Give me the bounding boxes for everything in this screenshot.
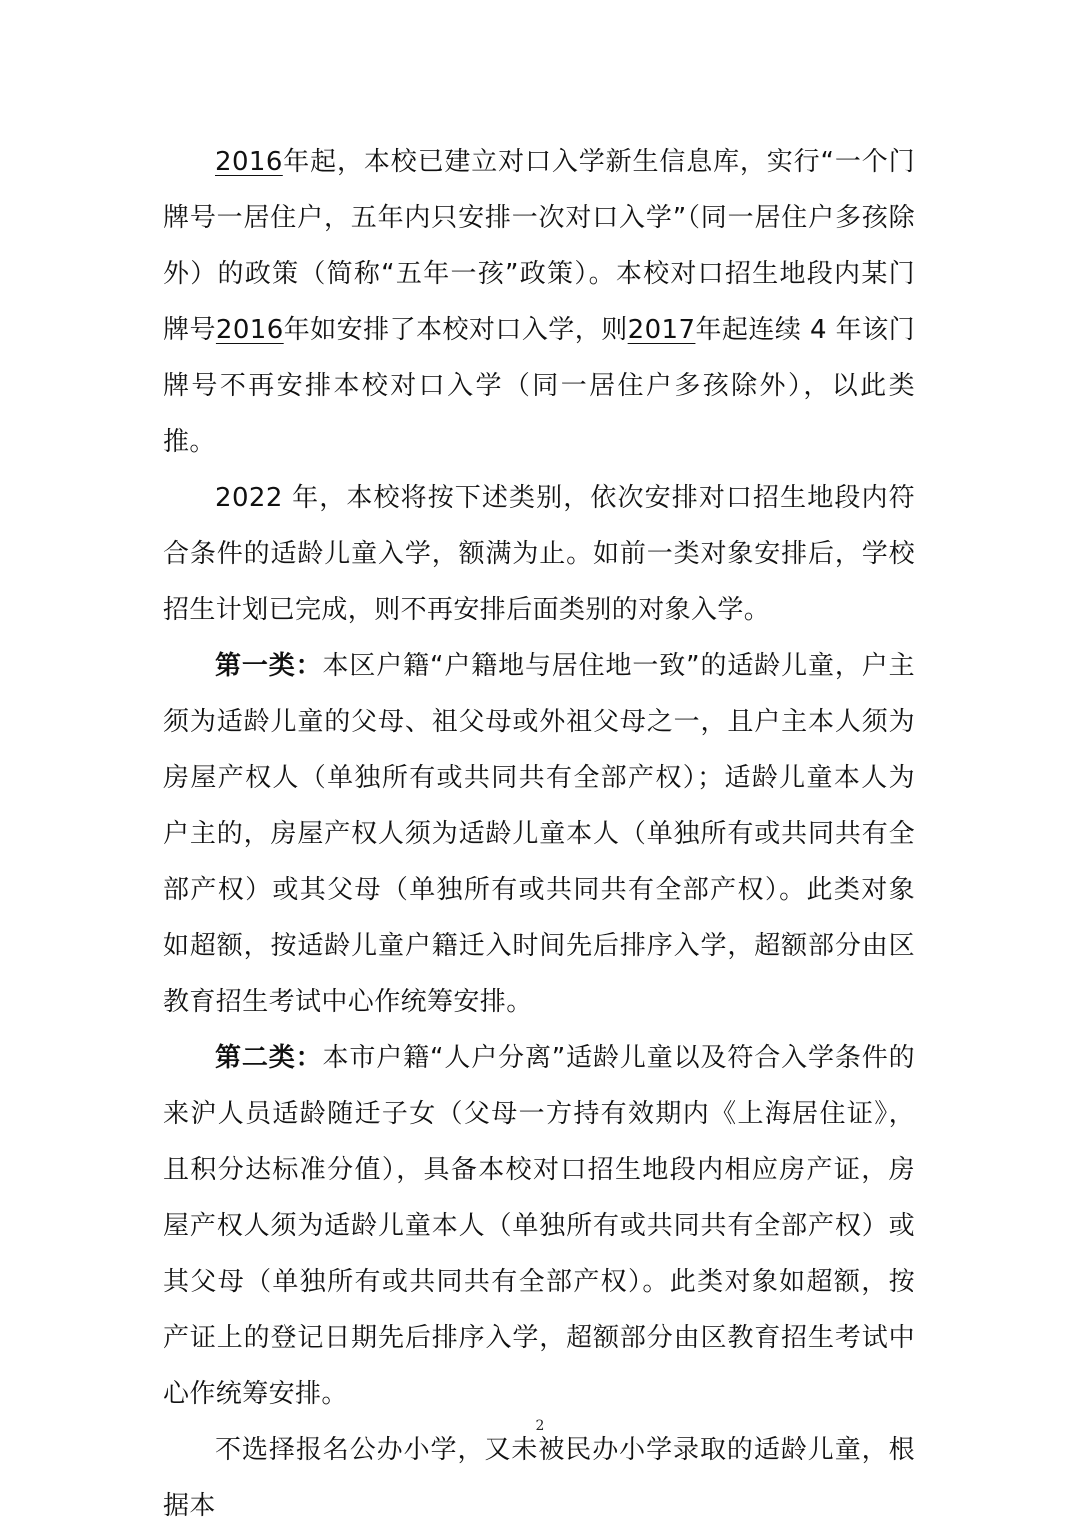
underlined-year: 2017 xyxy=(627,315,696,345)
paragraph-text: 年如安排了本校对口入学，则 xyxy=(283,315,628,345)
document-body xyxy=(163,134,915,1534)
paragraph-text: 年起连续 4 年该门牌号不再安排本校对口入学（同一居住户多孩除外），以此类推。 xyxy=(163,315,915,457)
paragraph-category-one xyxy=(163,638,915,1030)
paragraph-text: 本市户籍“人户分离”适龄儿童以及符合入学条件的来沪人员适龄随迁子女（父母一方持有效期内《上海居住证》，且积分达标准分值），具备本校对口招生地段内相应房产证，房屋产权人须为适龄儿童本人（单独所有或共同共有全部产权）或其父母（单独所有或共同共有全部产权）。此类对象如超额，按产证上的登记日期先后排序入学，超额部分由区教育招生考试中心作统筹安排。 xyxy=(163,1043,916,1409)
paragraph-other xyxy=(163,1422,915,1534)
paragraph-text: 2022 年，本校将按下述类别，依次安排对口招生地段内符合条件的适龄儿童入学，额满为止。如前一类对象安排后，学校招生计划已完成，则不再安排后面类别的对象入学。 xyxy=(163,483,915,625)
underlined-year: 2016 xyxy=(215,147,283,177)
paragraph-text: 年起，本校已建立对口入学新生信息库，实行“一个门牌号一居住户，五年内只安排一次对口入学”（同一居住户多孩除外）的政策（简称“五年一孩”政策）。本校对口招生地段内某门牌号 xyxy=(163,147,915,345)
paragraph-policy xyxy=(163,134,915,470)
paragraph-enrollment-order xyxy=(163,470,915,638)
paragraph-text: 不选择报名公办小学，又未被民办小学录取的适龄儿童，根据本 xyxy=(163,1435,915,1521)
category-label: 第一类： xyxy=(215,651,323,681)
category-label: 第二类： xyxy=(215,1043,323,1073)
underlined-year: 2016 xyxy=(215,315,284,345)
paragraph-text: 本区户籍“户籍地与居住地一致”的适龄儿童，户主须为适龄儿童的父母、祖父母或外祖父母之一，且户主本人须为房屋产权人（单独所有或共同共有全部产权）；适龄儿童本人为户主的，房屋产权人须为适龄儿童本人（单独所有或共同共有全部产权）或其父母（单独所有或共同共有全部产权）。此类对象如超额，按适龄儿童户籍迁入时间先后排序入学，超额部分由区教育招生考试中心作统筹安排。 xyxy=(163,651,916,1017)
paragraph-category-two xyxy=(163,1030,915,1422)
page-number: 2 xyxy=(535,1418,545,1434)
